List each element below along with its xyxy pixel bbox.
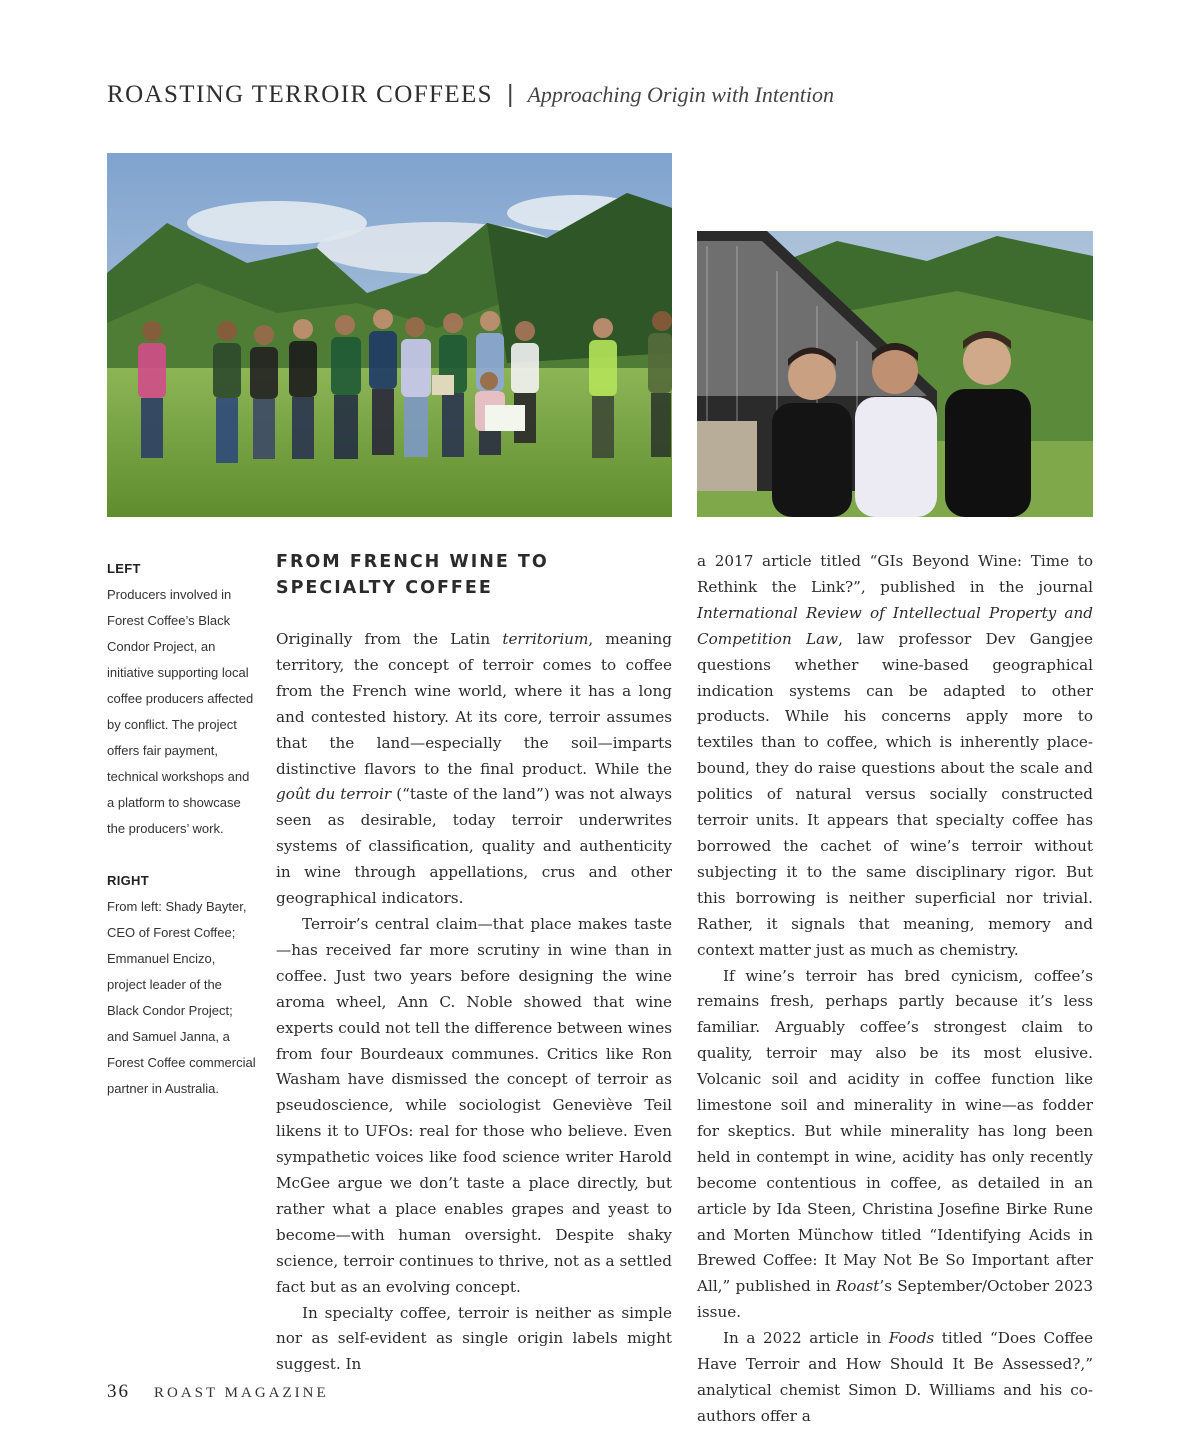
magazine-name: ROAST MAGAZINE [154, 1385, 329, 1401]
article-paragraph-3-continued: a 2017 article titled “GIs Beyond Wine: Time to Rethink the Link?”, published in the journal International Review of Intellectual Property and Competition Law, law professor Dev Gangjee questions whether wine-based geographical indication systems can be adapted to other products. While his concerns apply more to textiles than to coffee, which is inherently place-bound, they do raise questions about the scale and politics of natural versus socially constructed terroir units. It appears that specialty coffee has borrowed the cachet of wine’s terroir without subjecting it to the same disciplinary rigor. But this borrowing is neither superficial nor trivial. Rather, it signals that meaning, memory and context matter just as much as chemistry. [697, 552, 1093, 959]
header-divider: | [506, 80, 514, 108]
article-paragraph-1: Originally from the Latin territorium, meaning territory, the concept of terroir comes to coffee from the French wine world, where it has a long and contested history. At its core, terroir assumes that the land—especially the soil—imparts distinctive flavors to the final product. While the goût du terroir (“taste of the land”) was not always seen as desirable, today terroir underwrites systems of classification, quality and authenticity in wine through appellations, crus and other geographical indicators. [276, 630, 672, 908]
photo-captions [107, 556, 257, 1128]
article-heading: FROM FRENCH WINE TO SPECIALTY COFFEE [276, 552, 549, 598]
section-title: ROASTING TERROIR COFFEES [107, 81, 493, 108]
photo-three-men [697, 231, 1093, 517]
caption-text-right: From left: Shady Bayter, CEO of Forest Coffee; Emmanuel Encizo, project leader of the Black Condor Project; and Samuel Janna, a Forest Coffee commercial partner in Australia. [107, 899, 256, 1096]
caption-label-right: RIGHT [107, 873, 149, 888]
group-photo-illustration [107, 153, 672, 517]
caption-text-left: Producers involved in Forest Coffee’s Black Condor Project, an initiative supporting local coffee producers affected by conflict. The project offers fair payment, technical workshops and a platform to showcase the producers’ work. [107, 587, 254, 836]
article-paragraph-2: Terroir’s central claim—that place makes taste—has received far more scrutiny in wine than in coffee. Just two years before designing the wine aroma wheel, Ann C. Noble showed that wine experts could not tell the difference between wines from four Bourdeaux communes. Critics like Ron Washam have dismissed the concept of terroir as pseudoscience, while sociologist Geneviève Teil likens it to UFOs: real for those who believe. Even sympathetic voices like food science writer Harold McGee argue we don’t taste a place directly, but rather what a place enables grapes and yeast to become—with human oversight. Despite shaky science, terroir continues to thrive, not as a settled fact but as an evolving concept. [276, 914, 672, 1296]
page-header [107, 80, 834, 112]
article-paragraph-3: In specialty coffee, terroir is neither as simple nor as self-evident as single origin labels might suggest. In [276, 1303, 672, 1374]
three-men-photo-illustration [697, 231, 1093, 517]
article-paragraph-5: In a 2022 article in Foods titled “Does Coffee Have Terroir and How Should It Be Assessed?,” analytical chemist Simon D. Williams and his co-authors offer a [697, 1329, 1094, 1425]
caption-label-left: LEFT [107, 561, 141, 576]
article-column-right [697, 549, 1093, 1430]
section-subtitle: Approaching Origin with Intention [527, 82, 835, 107]
page-footer [107, 1381, 329, 1403]
photo-producers-group [107, 153, 672, 517]
article-paragraph-4: If wine’s terroir has bred cynicism, coffee’s remains fresh, perhaps partly because it’s less familiar. Arguably coffee’s strongest claim to quality, terroir may also be its most elusive. Volcanic soil and acidity in coffee function like limestone soil and minerality in wine—as fodder for skeptics. But while minerality has long been held in contempt in wine, acidity has only recently become contentious in coffee, as detailed in an article by Ida Steen, Christina Josefine Birke Rune and Morten Münchow titled “Identifying Acids in Brewed Coffee: It May Not Be So Important after All,” published in Roast’s September/October 2023 issue. [697, 966, 1094, 1322]
page-number: 36 [107, 1381, 130, 1402]
article-column-middle [276, 549, 672, 1378]
